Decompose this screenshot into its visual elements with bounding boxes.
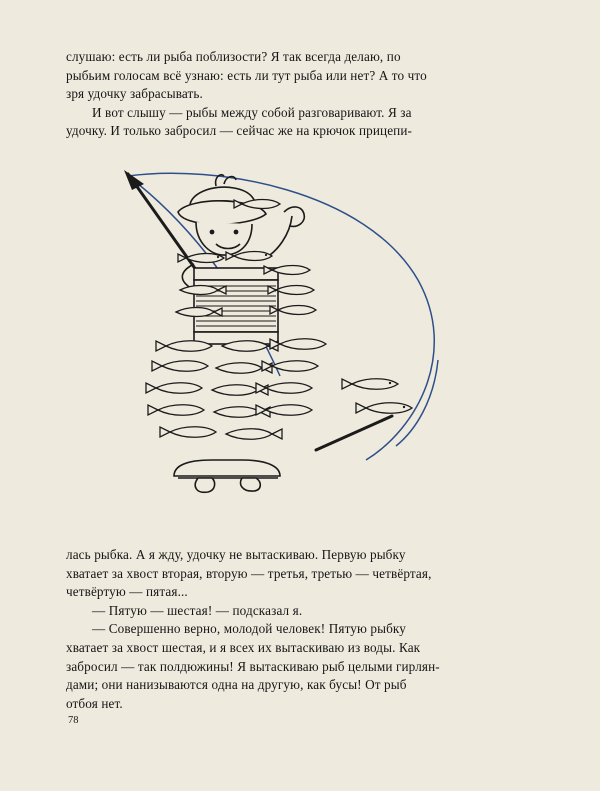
fish	[342, 379, 398, 390]
text-line: рыбьим голосам всё узнаю: есть ли тут рыба или нет? А то что	[66, 67, 427, 83]
second-rod	[316, 416, 392, 450]
fish	[226, 429, 282, 440]
text-line: дами; они нанизываются одна на другую, как бусы! От рыб	[66, 677, 407, 693]
text-line: удочку. И только забросил — сейчас же на крючок прицепи-	[66, 123, 413, 139]
fish-garland	[146, 200, 412, 440]
text-line: лась рыбка. А я жду, удочку не вытаскиваю. Первую рыбку	[66, 547, 406, 562]
text-line: четвёртую — пятая...	[66, 584, 188, 600]
fish	[356, 403, 412, 414]
paragraph-1	[66, 48, 534, 104]
text-line: — Пятую — шестая! — подсказал я.	[92, 602, 303, 618]
illustration-figure	[66, 160, 534, 510]
text-line: хватает за хвост шестая, и я всех их вытаскиваю из воды. Как	[66, 639, 421, 655]
text-line: отбоя нет.	[66, 695, 123, 711]
text-line: слушаю: есть ли рыба поблизости? Я так всегда делаю, по	[66, 49, 401, 64]
fish	[156, 341, 212, 352]
fisherman-illustration	[66, 160, 534, 510]
fish	[152, 361, 208, 372]
fish	[146, 383, 202, 394]
top-text-block	[66, 48, 534, 141]
bottom-text-block	[66, 546, 534, 713]
fish	[160, 427, 216, 438]
text-line: забросил — так полдюжины! Я вытаскиваю рыб целыми гирлян-	[66, 658, 440, 674]
text-line: зря удочку забрасывать.	[66, 86, 203, 102]
page-number: 78	[68, 715, 79, 726]
paragraph-4-dialogue	[66, 602, 534, 621]
text-line: хватает за хвост вторая, вторую — третья, третью — четвёртая,	[66, 565, 432, 581]
text-line: И вот слышу — рыбы между собой разговаривают. Я за	[92, 104, 412, 120]
fish	[148, 405, 204, 416]
paragraph-3	[66, 546, 534, 602]
paragraph-5-dialogue	[66, 620, 534, 713]
paragraph-2	[66, 104, 534, 141]
fisherman-figure	[174, 175, 304, 493]
text-line: — Совершенно верно, молодой человек! Пятую рыбку	[92, 621, 406, 637]
